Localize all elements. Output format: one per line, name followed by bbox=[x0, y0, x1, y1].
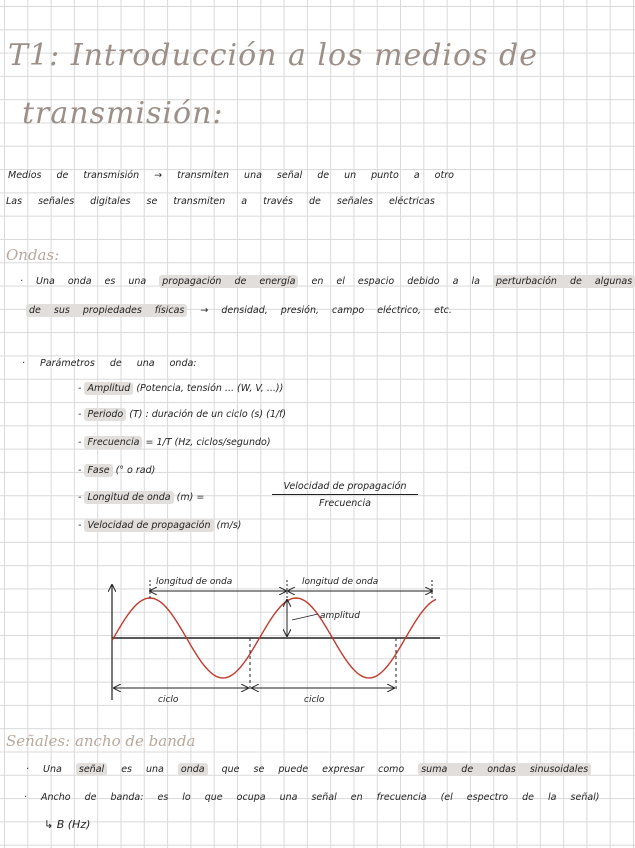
param-desc: (Potencia, tensión ... (W, V, ...)) bbox=[136, 383, 284, 394]
param-longitud: - Longitud de onda (m) = bbox=[78, 492, 205, 503]
ondas-bullet1-mid: en el espacio debido a la bbox=[311, 276, 480, 287]
ondas-bullet1-pre: · Una onda es una bbox=[20, 276, 147, 287]
param-fase: - Fase (° o rad) bbox=[78, 465, 156, 476]
param-periodo: - Periodo (T) : duración de un ciclo (s) (1/f) bbox=[78, 409, 287, 420]
param-amplitud: - Amplitud (Potencia, tensión ... (W, V, ...)) bbox=[78, 383, 284, 394]
param-desc: (T) : duración de un ciclo (s) (1/f) bbox=[129, 409, 287, 420]
param-desc: (° o rad) bbox=[115, 465, 156, 476]
param-frecuencia: - Frecuencia = 1/T (Hz, ciclos/segundo) bbox=[78, 437, 271, 448]
highlight-onda: onda bbox=[178, 763, 208, 776]
param-label: Longitud de onda bbox=[84, 491, 173, 504]
param-desc: (m) = bbox=[176, 492, 205, 503]
label-wavelength-2: longitud de onda bbox=[302, 577, 379, 587]
fraction-denominator: Frecuencia bbox=[318, 498, 371, 509]
param-velocidad: - Velocidad de propagación (m/s) bbox=[78, 520, 242, 531]
param-label: Amplitud bbox=[84, 382, 133, 395]
fraction-numerator: Velocidad de propagación bbox=[272, 481, 418, 495]
param-desc: (m/s) bbox=[216, 520, 242, 531]
senales-bullet1-mid1: es una bbox=[121, 764, 164, 775]
label-cycle-2: ciclo bbox=[304, 695, 325, 705]
page-title-line1: T1: Introducción a los medios de bbox=[8, 38, 538, 73]
param-label: Periodo bbox=[84, 408, 126, 421]
param-label: Velocidad de propagación bbox=[84, 519, 213, 532]
senales-bullet-1 bbox=[26, 764, 591, 775]
param-desc: = 1/T (Hz, ciclos/segundo) bbox=[145, 437, 271, 448]
label-wavelength-1: longitud de onda bbox=[156, 577, 233, 587]
highlight-propagacion: propagación de energía bbox=[159, 275, 298, 288]
intro-line1: Medios de transmisión → transmiten una señal de un punto a otro bbox=[8, 170, 454, 181]
label-amplitude: amplitud bbox=[320, 611, 360, 621]
param-label: Fase bbox=[84, 464, 112, 477]
label-cycle-1: ciclo bbox=[158, 695, 179, 705]
amplitude-pointer bbox=[292, 614, 318, 620]
highlight-propiedades: de sus propiedades físicas bbox=[26, 304, 187, 317]
highlight-suma: suma de ondas sinusoidales bbox=[418, 763, 591, 776]
senales-bullet1-pre: · Una bbox=[26, 764, 62, 775]
senales-bullet1-mid2: que se puede expresar como bbox=[221, 764, 405, 775]
highlight-perturbacion: perturbación de algunas bbox=[493, 275, 635, 288]
senales-bullet-2-sub: ↳ B (Hz) bbox=[44, 818, 91, 831]
page-title-line2: transmisión: bbox=[22, 96, 224, 131]
ondas-bullet1-line2-rest: → densidad, presión, campo eléctrico, etc. bbox=[200, 305, 452, 316]
param-label: Frecuencia bbox=[84, 436, 142, 449]
highlight-senal: señal bbox=[76, 763, 107, 776]
intro-line2: Las señales digitales se transmiten a través de señales eléctricas bbox=[6, 196, 435, 207]
params-heading: · Parámetros de una onda: bbox=[22, 358, 197, 369]
senales-bullet-2: · Ancho de banda: es lo que ocupa una señal en frecuencia (el espectro de la señal) bbox=[24, 792, 600, 803]
section-heading-ondas: Ondas: bbox=[6, 246, 60, 264]
section-heading-senales: Señales: ancho de banda bbox=[6, 732, 196, 750]
